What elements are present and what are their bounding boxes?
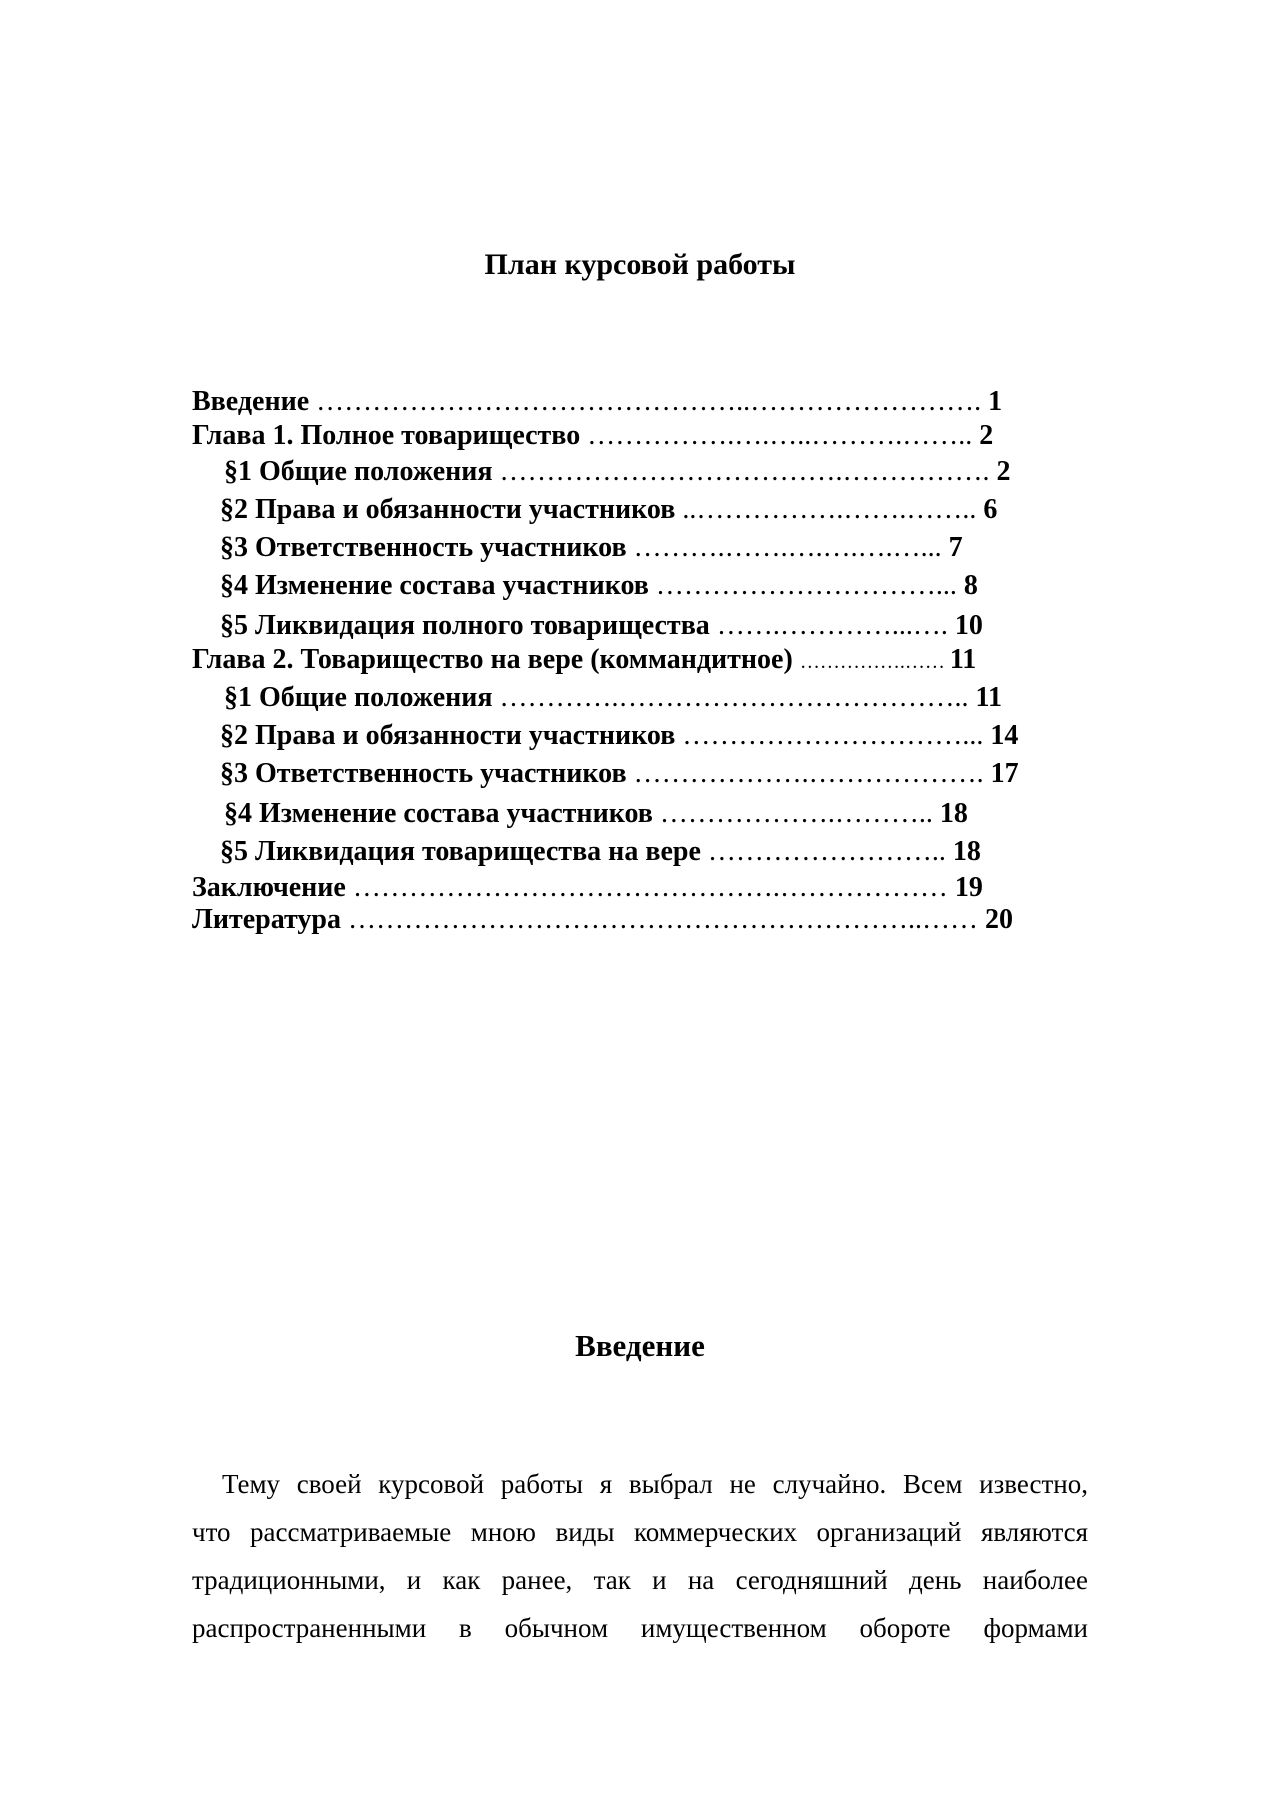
paragraph-line: традиционными, и как ранее, так и на сегодняшний день наиболее — [192, 1565, 1088, 1595]
toc-entry-label: Глава 1. Полное товарищество — [192, 420, 581, 451]
toc-entry-page: 11 — [975, 682, 1002, 713]
toc-entry-label: Изменение состава участников — [255, 570, 649, 601]
toc-entry-page: 17 — [990, 758, 1019, 789]
paragraph-line: распространенными в обычном имущественном обороте формами — [192, 1613, 1088, 1643]
toc-entry-leader: ……………….………………. — [633, 758, 991, 789]
toc-entry-page: 6 — [983, 494, 998, 525]
toc-entry-label: Литература — [192, 904, 341, 935]
toc-entry-label: Глава 2. Товарищество на вере (коммандитное) — [192, 644, 793, 675]
toc-entry-ch2-sec5 — [220, 838, 981, 866]
toc-entry-section: §5 — [220, 836, 248, 867]
toc-entry-leader: …………….….…..……….…….. — [587, 420, 980, 451]
toc-entry-chapter-2 — [192, 646, 976, 674]
toc-entry-label: Права и обязанности участников — [255, 720, 676, 751]
toc-entry-page: 7 — [948, 532, 963, 563]
toc-entry-section: §1 — [224, 682, 252, 713]
toc-entry-label: Ответственность участников — [255, 532, 627, 563]
toc-entry-ch1-sec5 — [220, 612, 983, 640]
toc-entry-conclusion — [192, 874, 983, 902]
toc-entry-ch2-sec4 — [224, 800, 968, 828]
toc-entry-ch2-sec2 — [220, 722, 1018, 750]
toc-entry-ch1-sec2 — [220, 496, 997, 524]
toc-entry-page: 18 — [952, 836, 981, 867]
toc-entry-leader: ..…………….…….…….. — [682, 494, 984, 525]
toc-entry-ch1-sec3 — [220, 534, 963, 562]
toc-entry-leader: ……………………………….……………. — [499, 456, 997, 487]
toc-entry-label: Права и обязанности участников — [255, 494, 676, 525]
toc-entry-page: 20 — [984, 904, 1013, 935]
toc-entry-ch1-sec1 — [224, 458, 1011, 486]
introduction-paragraph — [192, 1460, 1088, 1652]
toc-entry-label: Введение — [192, 386, 310, 417]
toc-entry-leader: ……….…….….….….…... — [633, 532, 949, 563]
toc-entry-page: 14 — [990, 720, 1019, 751]
toc-entry-section: §4 — [224, 798, 252, 829]
page-title: План курсовой работы — [484, 248, 796, 281]
toc-entry-introduction — [192, 388, 1002, 416]
toc-entry-page: 10 — [954, 610, 983, 641]
toc-entry-page: 1 — [988, 386, 1003, 417]
toc-entry-ch2-sec3 — [220, 760, 1019, 788]
toc-entry-section: §3 — [220, 532, 248, 563]
toc-entry-label: Ликвидация полного товарищества — [255, 610, 710, 641]
toc-entry-leader: ……………………………………….……………… — [352, 872, 955, 903]
paragraph-line: Тему своей курсовой работы я выбрал не случайно. Всем известно, — [222, 1469, 1088, 1499]
toc-entry-section: §3 — [220, 758, 248, 789]
toc-entry-label: Общие положения — [259, 456, 493, 487]
toc-entry-page: 8 — [963, 570, 978, 601]
toc-entry-leader: ………….……………………………….. — [499, 682, 976, 713]
toc-entry-leader: …………………….. — [707, 836, 953, 867]
introduction-heading: Введение — [575, 1328, 705, 1363]
toc-entry-label: Изменение состава участников — [259, 798, 653, 829]
toc-entry-page: 11 — [949, 644, 977, 675]
toc-entry-leader: …………………………... — [682, 720, 991, 751]
toc-entry-page: 2 — [996, 456, 1011, 487]
toc-entry-label: Общие положения — [259, 682, 493, 713]
toc-entry-leader: ………………………………………..……………………. — [316, 386, 989, 417]
toc-entry-ch1-sec4 — [220, 572, 978, 600]
toc-entry-leader: …………….…… — [799, 651, 950, 673]
toc-entry-section: §1 — [224, 456, 252, 487]
toc-entry-leader: ……………………………………………………..…… — [347, 904, 985, 935]
toc-entry-page: 2 — [979, 420, 994, 451]
toc-entry-leader: ……………….……….. — [659, 798, 940, 829]
toc-entry-page: 19 — [954, 872, 983, 903]
toc-entry-ch2-sec1 — [224, 684, 1002, 712]
toc-entry-label: Заключение — [192, 872, 346, 903]
toc-entry-label: Ответственность участников — [255, 758, 627, 789]
toc-entry-page: 18 — [939, 798, 968, 829]
toc-entry-section: §2 — [220, 494, 248, 525]
toc-entry-section: §2 — [220, 720, 248, 751]
toc-entry-section: §4 — [220, 570, 248, 601]
toc-entry-label: Ликвидация товарищества на вере — [255, 836, 701, 867]
toc-entry-leader: …….…………...…. — [716, 610, 955, 641]
paragraph-line: что рассматриваемые мною виды коммерческих организаций являются — [192, 1517, 1088, 1547]
toc-entry-section: §5 — [220, 610, 248, 641]
toc-entry-leader: …………………………... — [655, 570, 964, 601]
toc-entry-literature — [192, 906, 1013, 934]
toc-entry-chapter-1 — [192, 422, 993, 450]
